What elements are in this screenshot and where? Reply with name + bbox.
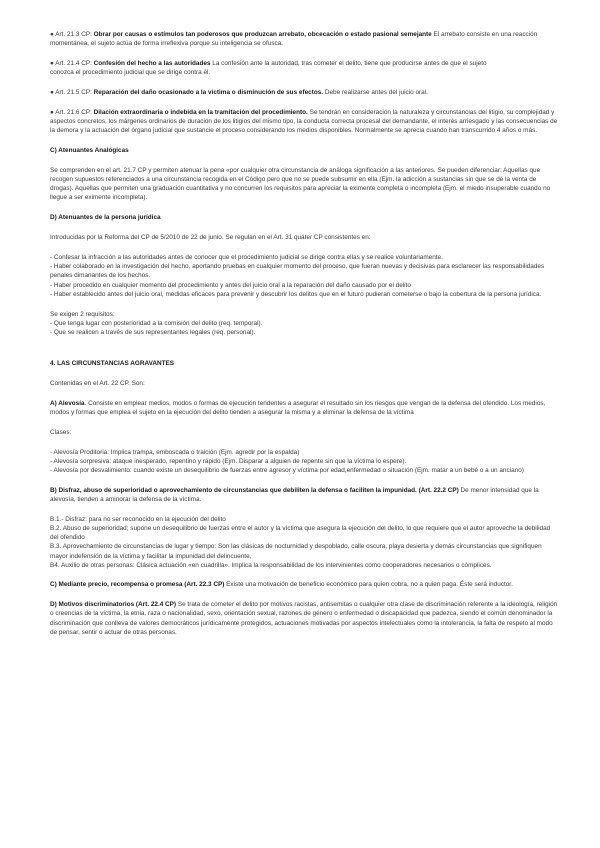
paragraph-art-21-5: ● Art. 21.5 CP: Reparación del daño ocasionado a la víctima o disminución de sus efectos. Debe realizarse antes del juicio oral. xyxy=(50,88,428,96)
list-requisitos xyxy=(50,310,558,338)
heading-persona-juridica: D) Atenuantes de la persona jurídica xyxy=(50,214,161,222)
requisitos-intro: Se exigen 2 requisitos: xyxy=(50,310,115,318)
bold-title: B) Disfraz, abuso de superioridad o aprovechamiento de circunstancias que debiliten la defensa o faciliten la impunidad. (Art. 22.2 CP) xyxy=(50,486,459,494)
list-item: - Haber colaborado en la investigación del hecho, aportando pruebas en cualquier momento del proceso, que fueran nuevas y decisivas para esclarecer las responsabilidades penales dimanantes de los hechos. xyxy=(50,263,545,280)
paragraph-art-21-4: ● Art. 21.4 CP: Confesión del hecho a las autoridades La confesión ante la autoridad, tras cometer el delito, tiene que producirse antes de que el sujeto conozca el procedimiento judicial que se dirige contra él. xyxy=(50,59,487,77)
list-item: - Alevosía Proditoria: Implica trampa, emboscada o traición (Ejm. agredir por la espalda) xyxy=(50,448,300,456)
list-disfraz xyxy=(50,515,558,570)
list-item: - Haber establecido antes del juicio oral, medidas eficaces para prevenir y descubrir los delitos que en el futuro pudieran cometerse o bajo la cobertura de la persona jurídica. xyxy=(50,290,542,298)
list-juridica xyxy=(50,253,558,299)
bold-title: Dilación extraordinaria o indebida en la tramitación del procedimiento. xyxy=(93,108,308,116)
list-item: - Que se realicen a través de sus representantes legales (req. personal). xyxy=(50,328,256,336)
bold-title: Confesión del hecho a las autoridades xyxy=(93,59,211,67)
bold-title: Reparación del daño ocasionado a la víctima o disminución de sus efectos. xyxy=(93,88,324,96)
paragraph-disfraz: B) Disfraz, abuso de superioridad o aprovechamiento de circunstancias que debiliten la defensa o faciliten la impunidad. (Art. 22.2 CP) De menor intensidad que la alevosía, tienden a aminorar la defensa de la víctima. xyxy=(50,486,539,503)
bold-title: D) Motivos discriminatorios (Art. 22.4 CP) xyxy=(50,601,177,609)
list-item: - Confesar la infracción a las autoridades antes de conocer que el procedimiento judicial se dirige contra ellas y se realice voluntariamente. xyxy=(50,254,443,262)
list-item: - Alevosía por desvalimiento: cuando existe un desequilibrio de fuerzas entre agresor y víctima por edad,enfermedad o situación (Ejm. matar a un bebé o a un anciano) xyxy=(50,467,524,475)
list-item: B.1.- Disfraz: para no ser reconocido en la ejecución del delito xyxy=(50,515,226,523)
list-item: - Que tenga lugar con posterioridad a la comisión del delito (req. temporal). xyxy=(50,319,263,327)
document-page xyxy=(50,30,558,647)
heading-atenuantes-analogicas: C) Atenuantes Analógicas xyxy=(50,146,129,154)
paragraph-motivos: D) Motivos discriminatorios (Art. 22.4 CP) Se trata de cometer el delito por motivos racistas, antisemitas o cualquier otra clase de discriminación referente a la ideología, religión o creencias de la víctima, la etnia, raza o nacionalidad, sexo, orientación sexual, razones de género o enfermedad o discapacidad que padezca, siendo el común denominador la discriminación que conlleva de valores democráticos jurídicamente protegidos, actuaciones motivadas por aspectos intelectuales como la intolerancia, la falta de respeto al modo de pensar, sentir o actuar de otras personas. xyxy=(50,601,558,636)
list-clases-alevosia xyxy=(50,448,558,476)
heading-agravantes: 4. LAS CIRCUNSTANCIAS AGRAVANTES xyxy=(50,360,175,368)
bold-title: A) Alevosía xyxy=(50,400,85,408)
paragraph-analogicas: Se comprenden en el art. 21.7 CP y permiten atenuar la pena «por cualquier otra circunstancia de análoga significación a las anteriores. Se pueden diferenciar: Aquellas que recogen supuestos referenciados a una circunstancia recogida en el Código pero que no se puede subsumir en ella (Ejm. la adicción a sustancias sin que se dé la venta de drogas). Aquellas que permiten una graduación cuantitativa y no concurren los requisitos para apreciar la eximente completa o incompleta (Ejm. el miedo insuperable cuando no llegue a ser eximente incompleta). xyxy=(50,166,551,202)
paragraph-art-21-6: ● Art. 21.6 CP: Dilación extraordinaria o indebida en la tramitación del procedimiento. Se tendrán en consideración la naturaleza y circunstancias del litigio, su complejidad y aspectos concretos, los márgenes ordinarios de duración de los litigios del mismo tipo, la conducta correcta procesal del demandante, el interés arriesgado y las consecuencias de la demora y la actuación del órgano judicial que sustancie el proceso considerando los medios disponibles. Normalmente se aprecia cuando han transcurrido 4 años o más. xyxy=(50,108,558,134)
list-item: - Alevosía sorpresiva: ataque inesperado, repentino y rápido (Ejm. Disparar a alguien de repente sin que la víctima lo espere). xyxy=(50,457,407,465)
paragraph-art-21-3: ● Art. 21.3 CP: Obrar por causas o estímulos tan poderosos que produzcan arrebato, obcecación o estado pasional semejante El arrebato consiste en una reacción momentánea, el sujeto actúa de forma irreflexiva porque su inteligencia se ofusca. xyxy=(50,31,538,48)
paragraph-juridica-intro: Introducidas por la Reforma del CP de 5/2010 de 22 de junio. Se regulan en el Art. 31 quáter CP consistentes en: xyxy=(50,234,371,242)
paragraph-alevosia: A) Alevosía. Consiste en emplear medios, modos o formas de ejecución tendentes a asegurar el resultado sin los riesgos que vengan de la defensa del ofendido. Los medios, modos y formas que emplea el sujeto en la ejecución del delito tienden a asegurar la misma y a eliminar la defensa de la víctima xyxy=(50,400,546,417)
bold-title: Obrar por causas o estímulos tan poderosos que produzcan arrebato, obcecación o estado pasional semejante xyxy=(93,31,432,38)
list-item: B4. Auxilio de otras personas: Clásica actuación «en cuadrilla». Implica la responsabilidad de los intervinientes como cooperadores necesarios o cómplices. xyxy=(50,561,492,569)
list-item: B.2. Abuso de superioridad; supone un desequilibrio de fuerzas entre el autor y la víctima que asegura la ejecución del delito, lo que requiere que el autor aproveche la debilidad del ofendido xyxy=(50,524,551,542)
list-item: - Haber procedido en cualquier momento del procedimiento y antes del juicio oral a la reparación del daño causado por el delito xyxy=(50,281,411,289)
bold-title: C) Mediante precio, recompensa o promesa (Art. 22.3 CP) xyxy=(50,581,225,589)
paragraph-agravantes-intro: Contenidas en el Art. 22 CP. Son: xyxy=(50,380,145,388)
paragraph-precio: C) Mediante precio, recompensa o promesa (Art. 22.3 CP) Existe una motivación de beneficio económico para quien cobra, no a quien paga. Éste será inductor. xyxy=(50,581,513,589)
list-item: B.3. Aprovechamiento de circunstancias de lugar y tiempo: Son las clásicas de nocturnidad y despoblado, calle oscura, playa desierta y demás circunstancias que signifiquen mayor indefensión de la víctima y facilitar la impunidad del delincuente, xyxy=(50,543,542,560)
clases-label: Clases: xyxy=(50,428,72,436)
